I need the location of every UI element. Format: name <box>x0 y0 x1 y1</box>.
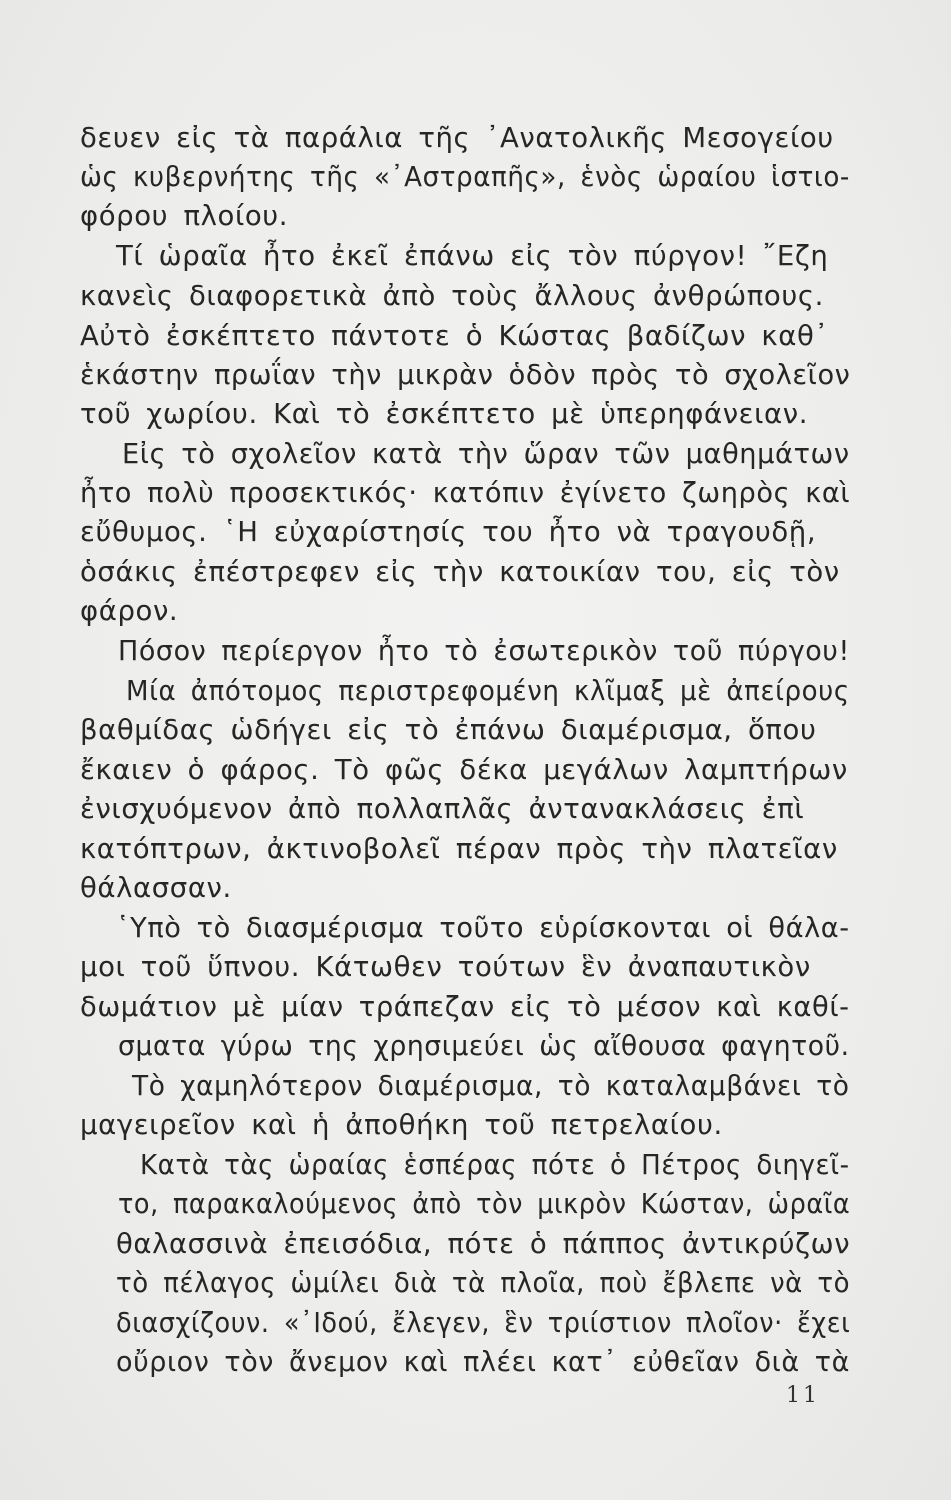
text-line: κανεὶς διαφορετικὰ ἀπὸ τοὺς ἄλλους ἀνθρώπους. <box>80 280 824 312</box>
text-line: τοῦ χωρίου. Καὶ τὸ ἐσκέπτετο μὲ ὑπερηφάνειαν. <box>80 398 809 430</box>
text-line: Τὸ χαμηλότερον διαμέρισμα, τὸ καταλαμβάνει τὸ <box>132 1070 850 1102</box>
text-line: Μία ἀπότομος περιστρεφομένη κλῖμαξ μὲ ἀπείρους <box>126 675 850 707</box>
text-line: διασχίζουν. «᾿Ιδού, ἔλεγεν, ἓν τριίστιον πλοῖον· ἔχει <box>116 1307 851 1339</box>
text-line: φόρου πλοίου. <box>80 200 289 232</box>
text-line: ὡς κυβερνήτης τῆς «᾿Αστραπῆς», ἑνὸς ὡραίου ἱστιο- <box>80 161 850 193</box>
text-line: ἔκαιεν ὁ φάρος. Τὸ φῶς δέκα μεγάλων λαμπτήρων <box>80 754 848 786</box>
page-number: 11 <box>786 1383 820 1408</box>
text-line: εὔθυμος. ῾Η εὐχαρίστησίς του ἦτο νὰ τραγουδῇ, <box>80 516 817 548</box>
text-line: Εἰς τὸ σχολεῖον κατὰ τὴν ὥραν τῶν μαθημάτων <box>122 438 850 470</box>
text-line: μοι τοῦ ὕπνου. Κάτωθεν τούτων ἓν ἀναπαυτικὸν <box>80 951 811 983</box>
text-line: Τί ὡραῖα ἦτο ἐκεῖ ἐπάνω εἰς τὸν πύργον! ῎Εζη <box>116 240 829 272</box>
text-line: τὸ πέλαγος ὡμίλει διὰ τὰ πλοῖα, ποὺ ἔβλεπε νὰ τὸ <box>116 1267 851 1299</box>
text-line: Κατὰ τὰς ὡραίας ἑσπέρας πότε ὁ Πέτρος διηγεῖ- <box>140 1149 850 1181</box>
text-line: μαγειρεῖον καὶ ἡ ἀποθήκη τοῦ πετρελαίου. <box>80 1109 723 1141</box>
text-line: φάρον. <box>80 595 179 627</box>
text-line: ῾Υπὸ τὸ διασμέρισμα τοῦτο εὑρίσκονται οἱ θάλα- <box>116 912 850 944</box>
text-line: ἑκάστην πρωΐαν τὴν μικρὰν ὁδὸν πρὸς τὸ σχολεῖον <box>80 359 851 391</box>
text-line: οὔριον τὸν ἄνεμον καὶ πλέει κατ᾿ εὐθεῖαν διὰ τὰ <box>116 1346 850 1378</box>
text-line: θαλασσινὰ ἐπεισόδια, πότε ὁ πάππος ἀντικρύζων <box>116 1228 851 1260</box>
text-line: βαθμίδας ὡδήγει εἰς τὸ ἐπάνω διαμέρισμα, ὅπου <box>80 714 817 746</box>
text-line: Πόσον περίεργον ἦτο τὸ ἐσωτερικὸν τοῦ πύργου! <box>118 635 850 667</box>
text-line: δευεν εἰς τὰ παράλια τῆς ᾿Ανατολικῆς Μεσογείου <box>80 122 834 154</box>
text-line: ἐνισχυόμενον ἀπὸ πολλαπλᾶς ἀντανακλάσεις ἐπὶ <box>80 793 805 825</box>
text-line: ἦτο πολὺ προσεκτικός· κατόπιν ἐγίνετο ζωηρὸς καὶ <box>80 477 851 509</box>
text-line: κατόπτρων, ἀκτινοβολεῖ πέραν πρὸς τὴν πλατεῖαν <box>80 833 838 865</box>
text-line: θάλασσαν. <box>80 872 232 904</box>
text-line: σματα γύρω της χρησιμεύει ὡς αἴθουσα φαγητοῦ. <box>118 1030 850 1062</box>
text-line: δωμάτιον μὲ μίαν τράπεζαν εἰς τὸ μέσον καὶ καθί- <box>80 991 850 1023</box>
text-line: ὁσάκις ἐπέστρεφεν εἰς τὴν κατοικίαν του, εἰς τὸν <box>80 556 840 588</box>
text-line: το, παρακαλούμενος ἀπὸ τὸν μικρὸν Κώσταν, ὡραῖα <box>118 1188 851 1220</box>
text-line: Αὐτὸ ἐσκέπτετο πάντοτε ὁ Κώστας βαδίζων καθ᾿ <box>80 320 829 352</box>
